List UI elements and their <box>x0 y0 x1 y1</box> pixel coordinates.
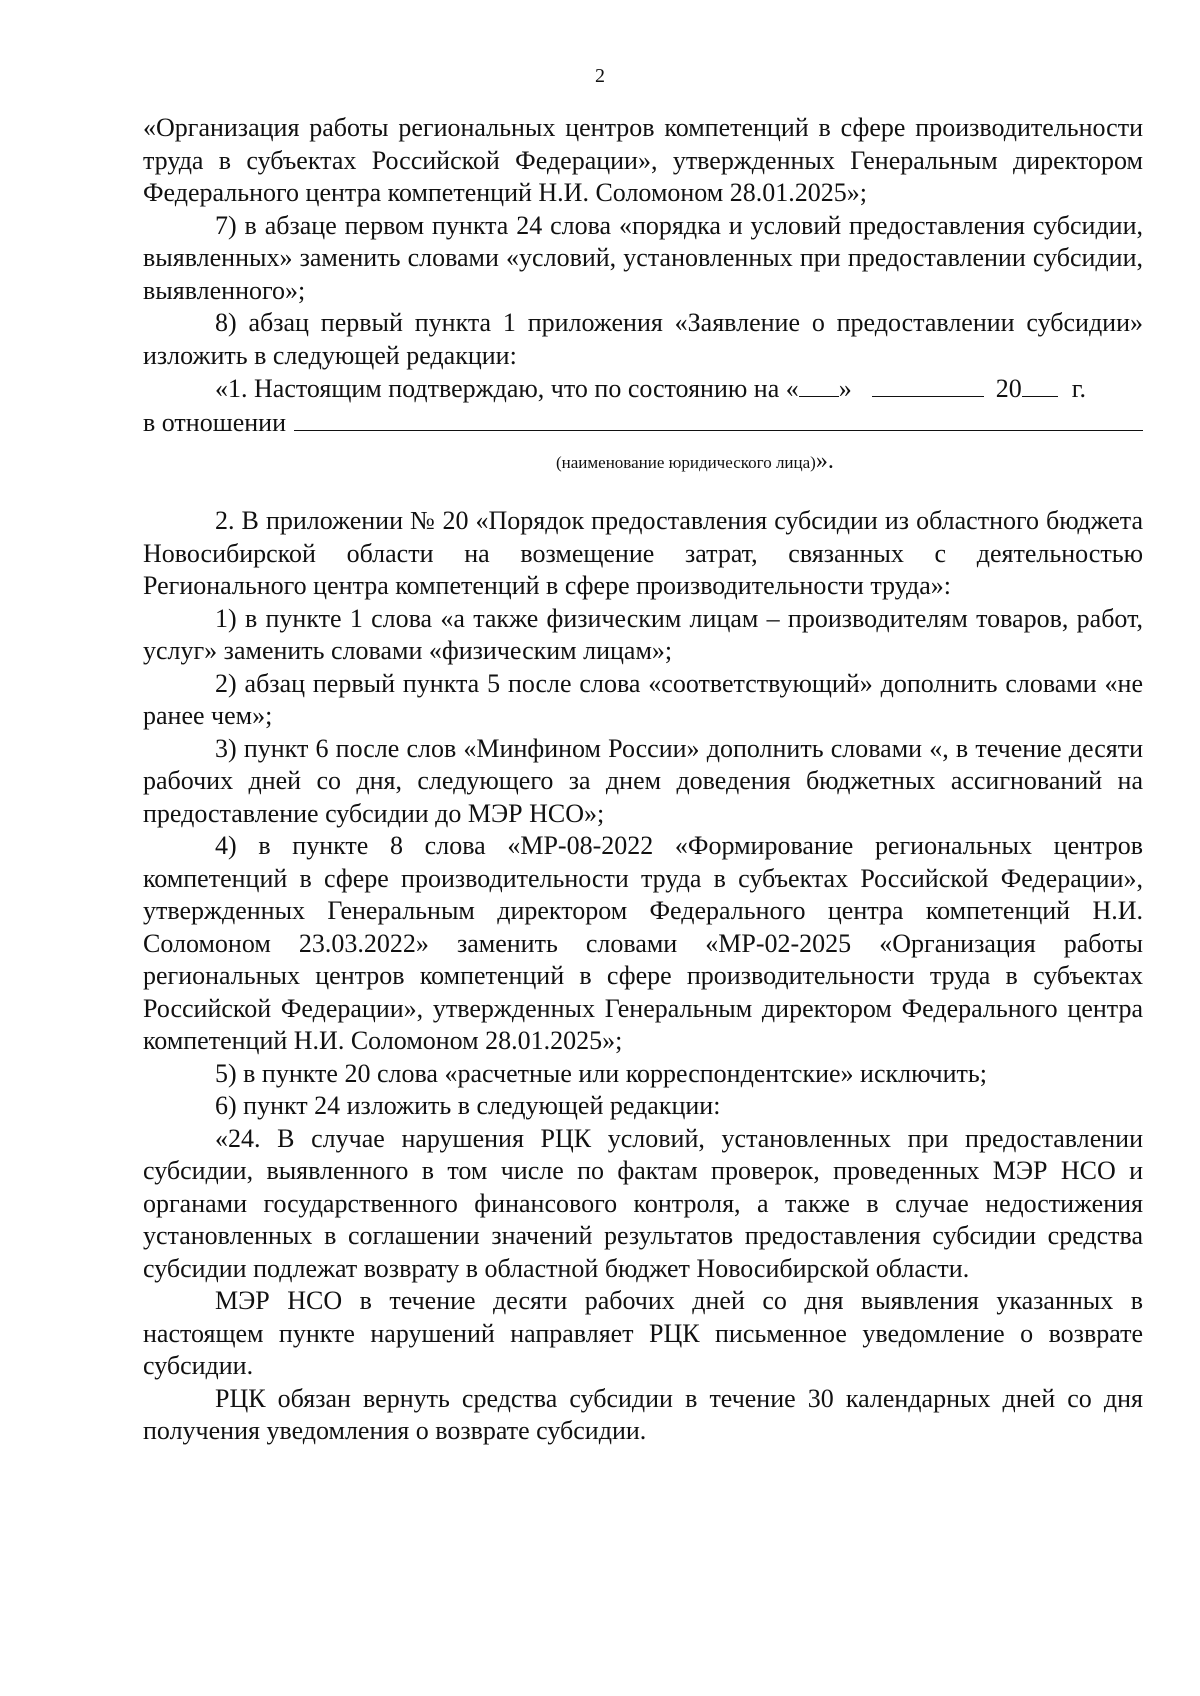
form-year-prefix: 20 <box>995 374 1022 403</box>
form-text-1: «1. Настоящим подтверждаю, что по состоянию на « <box>215 374 799 403</box>
paragraph-item-2: 2) абзац первый пункта 5 после слова «соответствующий» дополнить словами «не ранее чем»; <box>143 668 1143 730</box>
form-year-suffix: г. <box>1071 374 1086 403</box>
paragraph-item-8: 8) абзац первый пункта 1 приложения «Заявление о предоставлении субсидии» изложить в следующей редакции: <box>143 308 1143 370</box>
spacer <box>143 475 1143 505</box>
form-text-2: » <box>838 374 852 403</box>
blank-year <box>1022 372 1058 397</box>
paragraph-mer-notice: МЭР НСО в течение десяти рабочих дней со дня выявления указанных в настоящем пункте нарушений направляет РЦК письменное уведомление о возврате субсидии. <box>143 1286 1143 1380</box>
blank-legal-entity <box>294 406 1143 431</box>
paragraph-rck-return: РЦК обязан вернуть средства субсидии в течение 30 календарных дней со дня получения уведомления о возврате субсидии. <box>143 1383 1143 1445</box>
document-body <box>143 112 1143 1448</box>
caption-text: (наименование юридического лица) <box>556 453 816 472</box>
blank-month <box>872 372 984 397</box>
paragraph-item-6: 6) пункт 24 изложить в следующей редакции: <box>215 1091 721 1120</box>
paragraph-section-2: 2. В приложении № 20 «Порядок предоставления субсидии из областного бюджета Новосибирской области на возмещение затрат, связанных с деятельностью Регионального центра компетенций в сфере производительности труда»: <box>143 506 1143 600</box>
form-label-regarding: в отношении <box>143 407 287 437</box>
paragraph-item-1: 1) в пункте 1 слова «а также физическим лицам – производителям товаров, работ, услуг» заменить словами «физическим лицам»; <box>143 603 1143 665</box>
field-caption <box>143 449 1143 475</box>
caption-close: ». <box>815 448 834 474</box>
paragraph-continuation: «Организация работы региональных центров компетенций в сфере производительности труда в субъектах Российской Федерации», утвержденных Генеральным директором Федерального центра компетенций Н.И. Соломоном 28.01.2025»; <box>143 113 1143 207</box>
paragraph-item-4: 4) в пункте 8 слова «МР-08-2022 «Формирование региональных центров компетенций в сфере производительности труда в субъектах Российской Федерации», утвержденных Генеральным директором Федерального центра компетенций Н.И. Соломоном 23.03.2022» заменить словами «МР-02-2025 «Организация работы региональных центров компетенций в сфере производительности труда в субъектах Российской Федерации», утвержденных Генеральным директором Федерального центра компетенций Н.И. Соломоном 28.01.2025»; <box>143 831 1143 1055</box>
blank-day <box>799 372 839 397</box>
form-template-line-1 <box>143 372 1143 406</box>
paragraph-item-5: 5) в пункте 20 слова «расчетные или корреспондентские» исключить; <box>215 1058 987 1088</box>
page-number: 2 <box>595 65 605 87</box>
paragraph-point-24: «24. В случае нарушения РЦК условий, установленных при предоставлении субсидии, выявленного в том числе по фактам проверок, проведенных МЭР НСО и органами государственного финансового контроля, а также в случае недостижения установленных в соглашении значений результатов предоставления субсидии средства субсидии подлежат возврату в областной бюджет Новосибирской области. <box>143 1123 1143 1283</box>
form-template-line-2 <box>143 406 1143 440</box>
paragraph-item-3: 3) пункт 6 после слов «Минфином России» дополнить словами «, в течение десяти рабочих дней со дня, следующего за днем доведения бюджетных ассигнований на предоставление субсидии до МЭР НСО»; <box>143 733 1143 828</box>
paragraph-item-7: 7) в абзаце первом пункта 24 слова «порядка и условий предоставления субсидии, выявленных» заменить словами «условий, установленных при предоставлении субсидии, выявленного»; <box>143 210 1143 305</box>
